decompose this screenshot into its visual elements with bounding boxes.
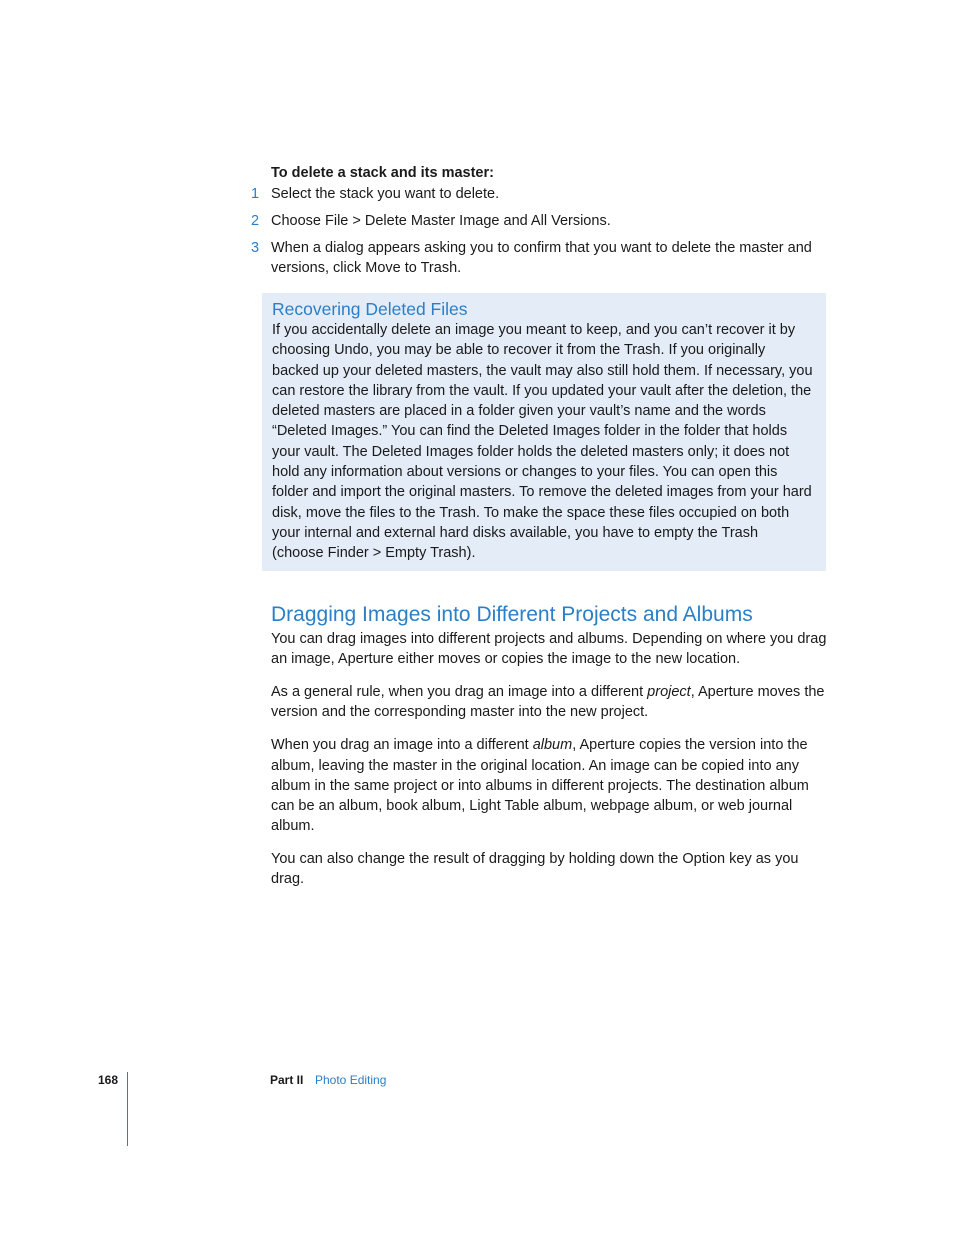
step-number: 3 <box>251 239 260 256</box>
paragraph <box>271 735 827 836</box>
note-title: Recovering Deleted Files <box>272 299 468 319</box>
step-text: Select the stack you want to delete. <box>271 186 500 202</box>
paragraph: You can also change the result of dragging by holding down the Option key as you drag. <box>271 851 799 888</box>
note-box <box>262 293 826 571</box>
step-item <box>245 211 825 231</box>
paragraph-text: When you drag an image into a different <box>271 737 533 754</box>
note-body-text: If you accidentally delete an image you meant to keep, and you can’t recover it by choosing Undo, you may be able to recover it from the Trash. If you originally backed up your deleted masters, the vault may also still hold them. If necessary, you can restore the library from the vault. If you updated your vault after the deletion, the deleted masters are placed in a folder given your vault’s name and the words “Deleted Images.” You can find the Deleted Images folder in the folder that holds your vault. The Deleted Images folder holds the deleted masters only; it does not hold any information about versions or changes to your files. You can open this folder and import the original masters. To remove the deleted images from your hard disk, move the files to the Trash. To make the space these files occupied on both your internal and external hard disks available, you have to empty the Trash <box>272 322 813 541</box>
section-body <box>271 629 827 902</box>
footer-part-label: Part II <box>270 1073 304 1087</box>
procedure-heading: To delete a stack and its master: <box>271 165 494 181</box>
step-text: Choose File > Delete Master Image and All Versions. <box>271 212 611 229</box>
paragraph-text: , Aperture moves the version and the corresponding master into the new project. <box>271 684 825 721</box>
footer-chapter-link[interactable]: Photo Editing <box>315 1073 387 1087</box>
step-item <box>245 184 825 204</box>
note-body <box>272 320 816 564</box>
emphasis-album: album <box>532 737 573 754</box>
step-text: When a dialog appears asking you to confirm that you want to delete the master and versions, click Move to Trash. <box>271 239 812 276</box>
step-number: 1 <box>251 186 260 202</box>
section-title: Dragging Images into Different Projects and Albums <box>271 603 753 626</box>
paragraph: You can drag images into different projects and albums. Depending on where you drag an image, Aperture either moves or copies the image to the new location. <box>271 631 827 668</box>
page-number: 168 <box>98 1073 119 1087</box>
footer-divider <box>127 1072 128 1146</box>
step-number: 2 <box>251 212 260 229</box>
paragraph-text: As a general rule, when you drag an image into a different <box>271 684 648 701</box>
step-list <box>245 184 825 278</box>
paragraph-text: , Aperture copies the version into the album, leaving the master in the original location. An image can be copied into any album in the same project or into albums in different projects. The destination album can be an album, book album, Light Table album, webpage album, or web journal album. <box>271 737 809 835</box>
step-item <box>245 238 825 279</box>
emphasis-project: project <box>647 684 691 701</box>
paragraph <box>271 682 827 722</box>
note-body-end: (choose Finder > Empty Trash). <box>272 545 476 562</box>
